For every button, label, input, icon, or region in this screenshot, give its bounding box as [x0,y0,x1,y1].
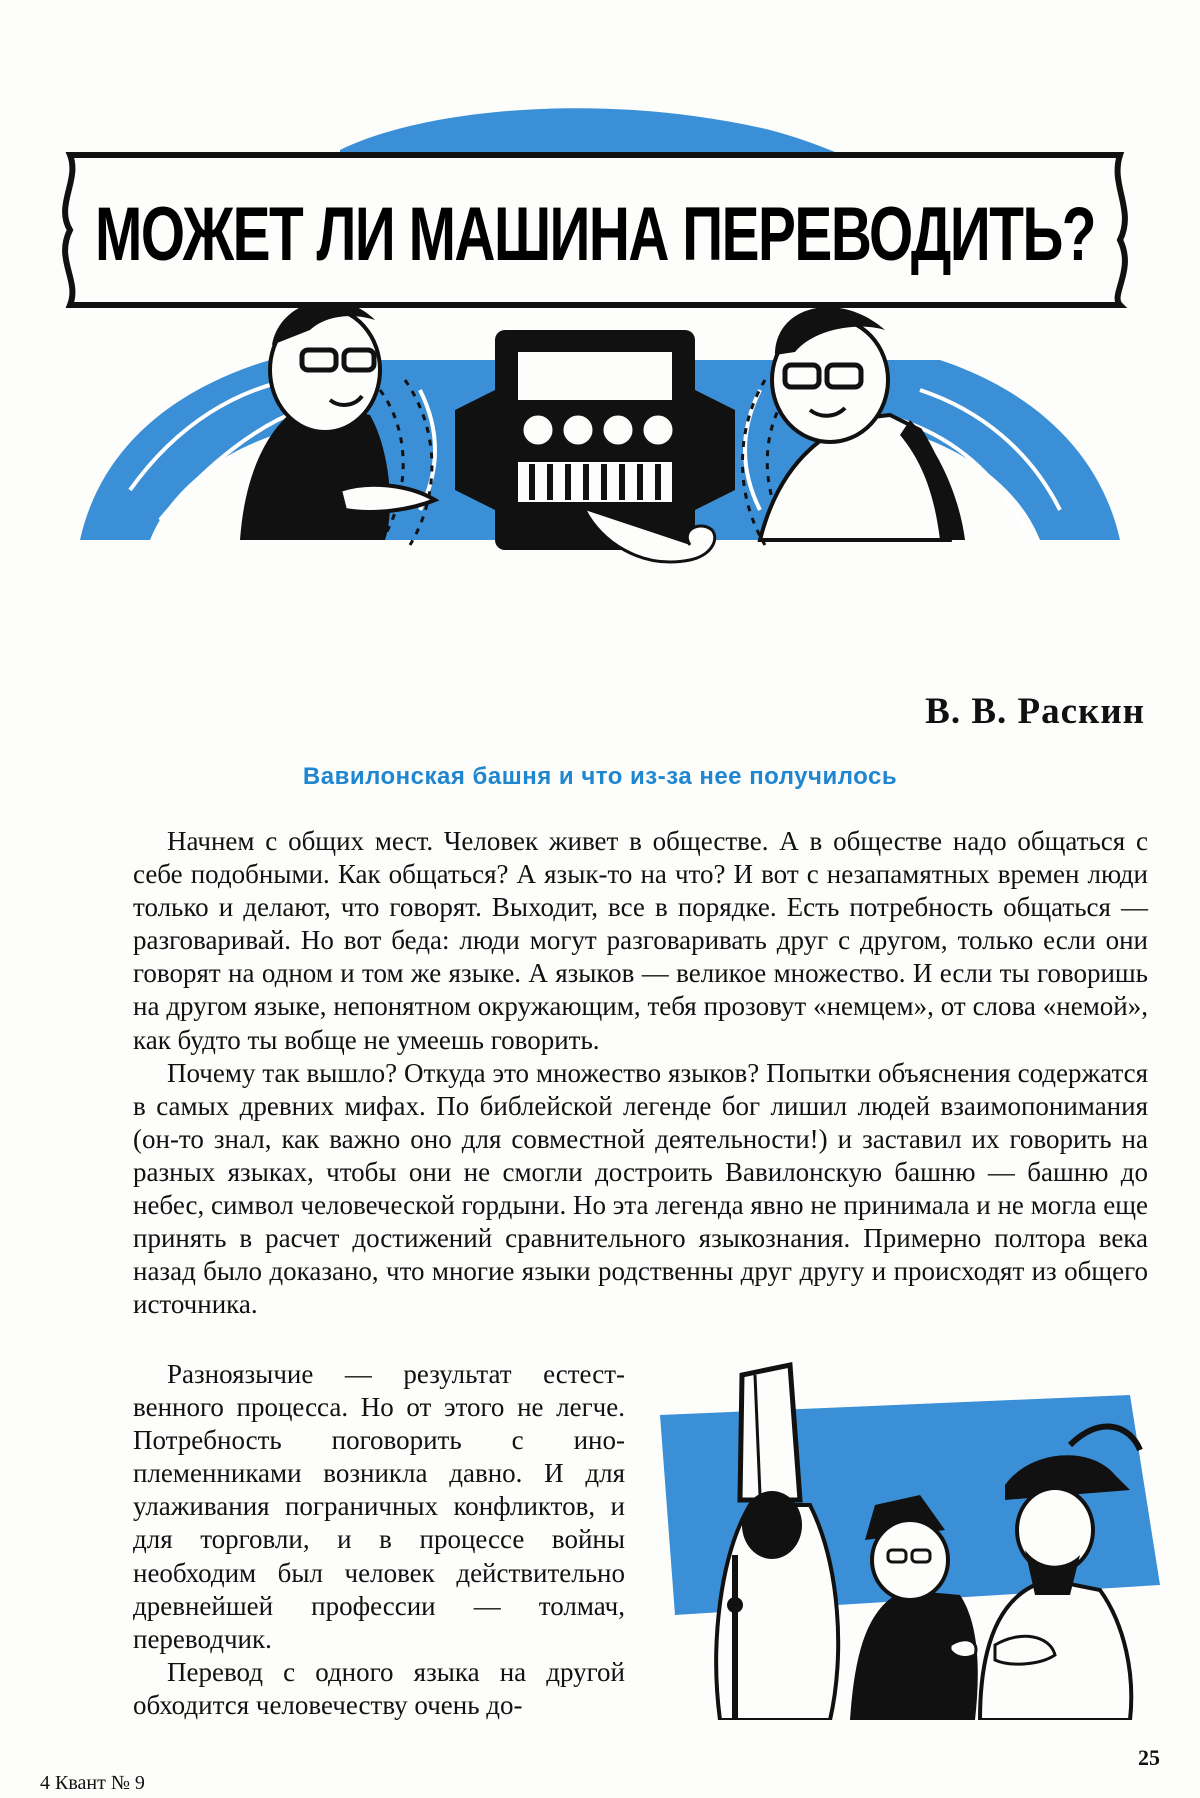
author-name: В. В. Раскин [925,691,1145,732]
paragraph: Начнем с общих мест. Человек живет в обществе. А в обществе надо общаться с себе подобными. Как общаться? А язык-то на что? И вот с незапамятных времен люди только и делают, что говорят. Выходит, все в порядке. Есть потребность общаться — разговаривай. Но вот беда: люди могут разговаривать друг с другом, только если они говорят на одном и том же языке. А языков — великое множество. И если ты говоришь на другом языке, непонятном окружающим, тебя прозовут «немцем», от слова «немой», как будто ты вобще не умеешь говорить. [133,826,1148,1055]
article-body [133,825,1148,1321]
blue-swoosh-top [340,108,840,154]
article-body-column [133,1358,625,1722]
paragraph: Разноязычие — результат естественного процесса. Но от этого не легче. Потребность поговорить с иноплеменниками возникла давно. И для улаживания пограничных конфликтов, и для торговли, и в процессе войны необходим был человек действительно древнейшей профессии — толмач, переводчик. [133,1359,625,1654]
paragraph: Почему так вышло? Откуда это множество языков? Попытки объяснения содержатся в самых древних мифах. По библейской легенде бог лишил людей взаимопонимания (он-то знал, как важно оно для совместной деятельности!) и заставил их говорить на разных языках, чтобы они не смогли достроить Вавилонскую башню — башню до небес, символ человеческой гордыни. Но эта легенда явно не принимала и не могла еще принять в расчет достижений сравнительного языкознания. Примерно полтора века назад было доказано, что многие языки родственны друг другу и происходят из общего источника. [133,1057,1148,1320]
title-banner [65,155,1125,305]
paragraph: Перевод с одного языка на другой обходится человечеству очень до- [133,1656,625,1720]
translators-illustration [660,1355,1160,1720]
section-heading: Вавилонская башня и что из-за нее получилось [302,763,898,790]
page-number: 25 [1138,1745,1160,1770]
machine-icon [455,330,735,562]
footer-signature: 4 Квант № 9 [40,1772,145,1794]
article-title: МОЖЕТ ЛИ МАШИНА ПЕРЕВОДИТЬ? [95,192,1095,277]
header-illustration [40,90,1160,610]
